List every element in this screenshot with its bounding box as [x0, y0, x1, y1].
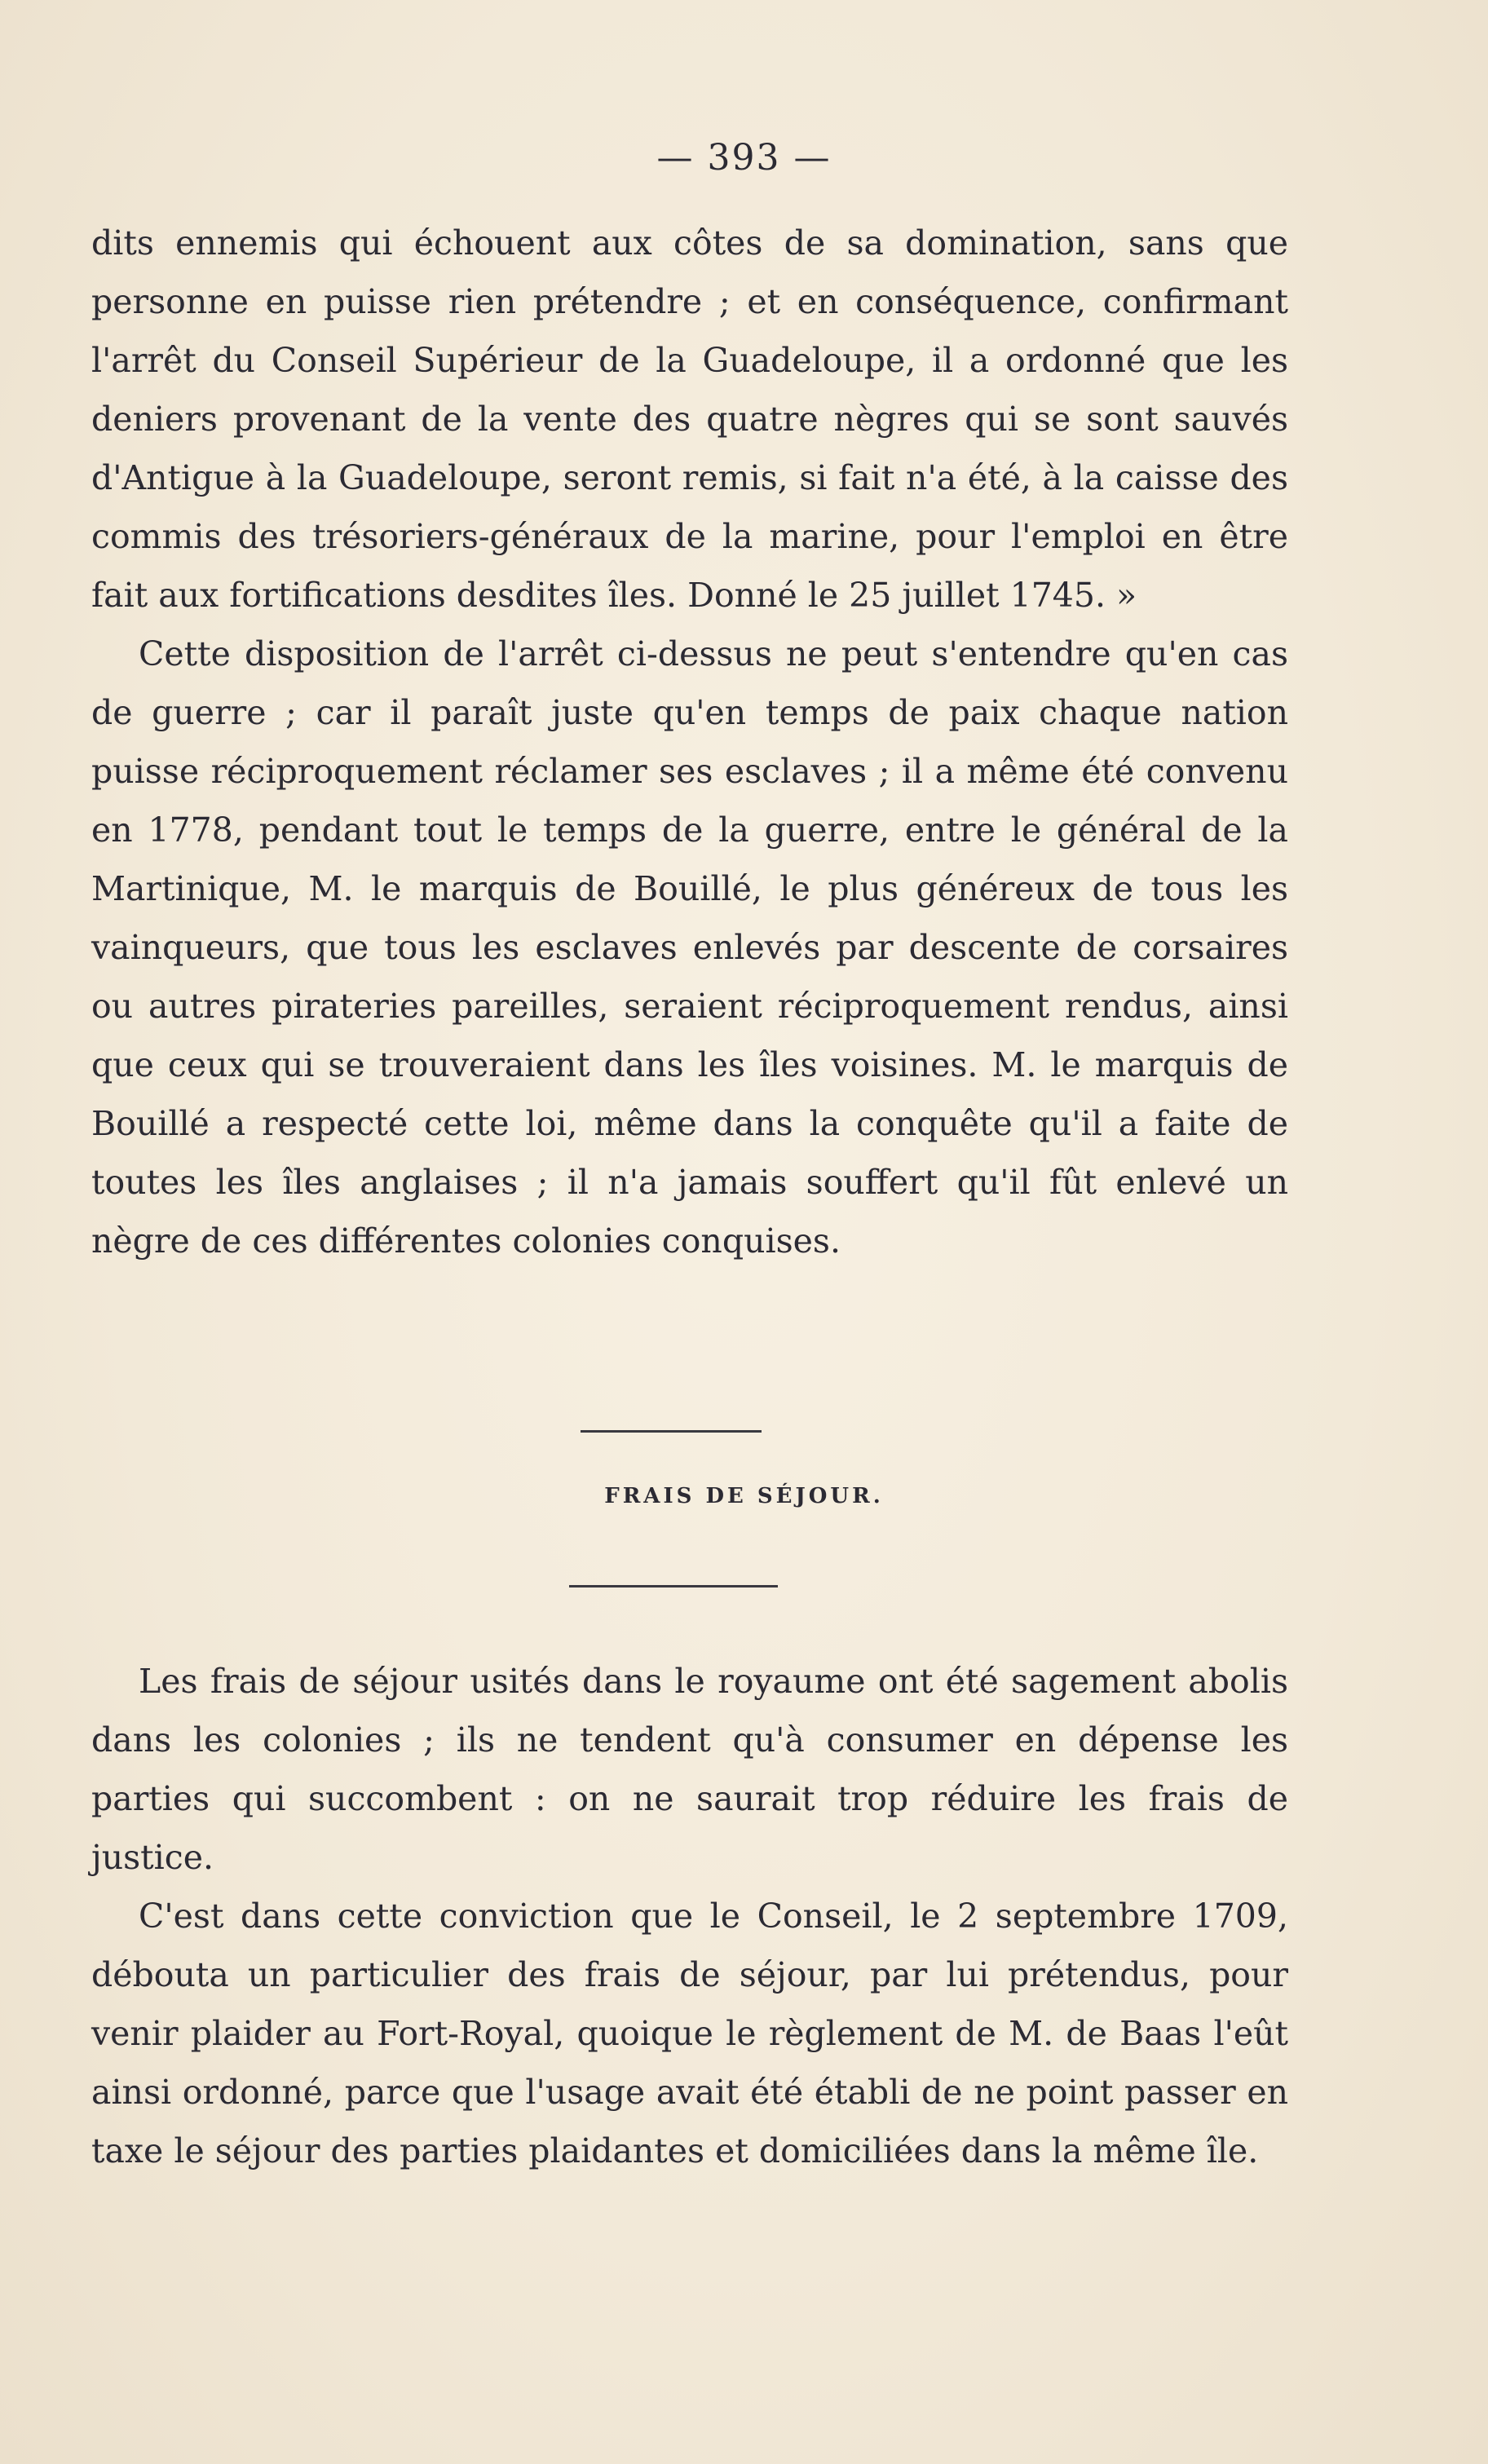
paragraph-frais-sejour: Les frais de séjour usités dans le royaume ont été sagement abolis dans les colonies ; ils ne tendent qu'à consumer en dépense les parties qui succombent : on ne saurait trop réduire les frais de justice.	[91, 1662, 1288, 1877]
lower-text-block	[91, 1652, 1288, 2180]
paragraph-disposition: Cette disposition de l'arrêt ci-dessus ne peut s'entendre qu'en cas de guerre ; car il paraît juste qu'en temps de paix chaque nation puisse réciproquement réclamer ses esclaves ; il a même été convenu en 1778, pendant tout le temps de la guerre, entre le général de la Martinique, M. le marquis de Bouillé, le plus généreux de tous les vainqueurs, que tous les esclaves enlevés par descente de corsaires ou autres pirateries pareilles, seraient réciproquement rendus, ainsi que ceux qui se trouveraient dans les îles voisines. M. le marquis de Bouillé a respecté cette loi, même dans la conquête qu'il a faite de toutes les îles anglaises ; il n'a jamais souffert qu'il fût enlevé un nègre de ces différentes colonies conquises.	[91, 634, 1288, 1261]
paragraph-arret-continuation: dits ennemis qui échouent aux côtes de sa domination, sans que personne en puisse rien prétendre ; et en conséquence, confirmant l'arrêt du Conseil Supérieur de la Guadeloupe, il a ordonné que les deniers provenant de la vente des quatre nègres qui se sont sauvés d'Antigue à la Guadeloupe, seront remis, si fait n'a été, à la caisse des commis des trésoriers-généraux de la marine, pour l'emploi en être fait aux fortifications desdites îles. Donné le 25 juillet 1745. »	[91, 223, 1288, 615]
page-number-header: — 393 —	[656, 137, 832, 179]
section-rule-top	[581, 1430, 762, 1433]
paragraph-conseil-1709: C'est dans cette conviction que le Conseil, le 2 septembre 1709, débouta un particulier des frais de séjour, par lui prétendus, pour venir plaider au Fort-Royal, quoique le règlement de M. de Baas l'eût ainsi ordonné, parce que l'usage avait été établi de ne point passer en taxe le séjour des parties plaidantes et domiciliées dans la même île.	[91, 1897, 1288, 2170]
section-title: FRAIS DE SÉJOUR.	[604, 1484, 884, 1508]
section-rule-bottom	[569, 1585, 778, 1587]
upper-text-block	[91, 214, 1288, 1270]
